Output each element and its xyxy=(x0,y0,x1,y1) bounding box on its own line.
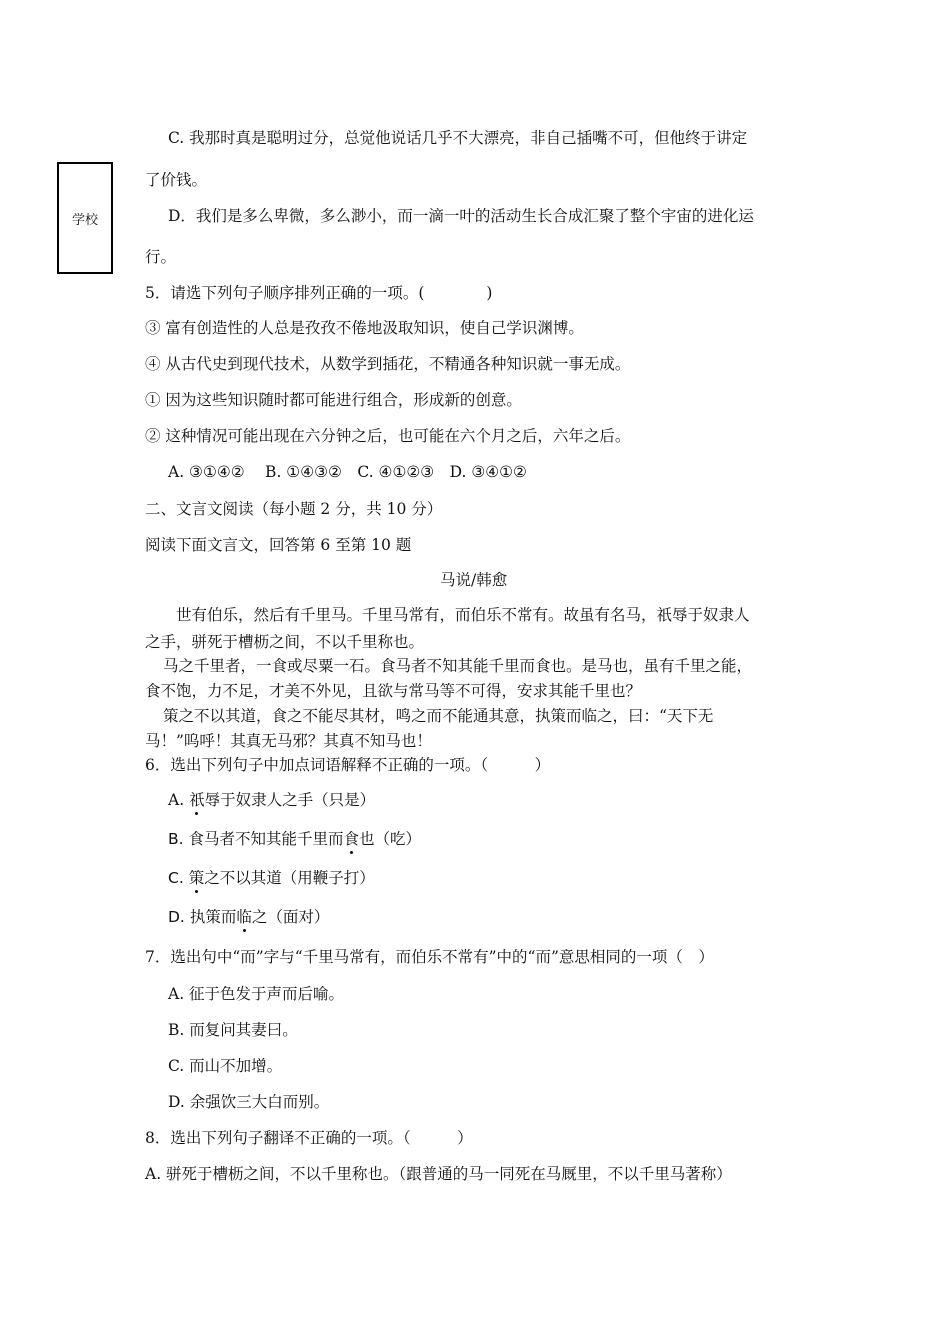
q7-option-c: C. 而山不加增。 xyxy=(168,1057,283,1075)
q7-stem: 7．选出句中“而”字与“千里马常有，而伯乐不常有”中的“而”意思相同的一项（ ） xyxy=(145,948,714,966)
q7-option-b: B. 而复问其妻曰。 xyxy=(168,1021,298,1039)
q6-option-c-post: 之不以其道（用鞭子打） xyxy=(204,869,375,887)
passage-p1-line1: 世有伯乐，然后有千里马。千里马常有，而伯乐不常有。故虽有名马，祇辱于奴隶人 xyxy=(176,606,750,624)
q6-option-b-pre: 食马者不知其能千里而 xyxy=(188,830,344,848)
passage-p3-line1: 策之不以其道，食之不能尽其材，鸣之而不能通其意，执策而临之，曰：“天下无 xyxy=(163,707,714,725)
q4-option-d-line2: 行。 xyxy=(145,248,177,266)
q6-option-d-post: 之（面对） xyxy=(251,908,330,926)
q6-option-a-dotted-word: 祇 xyxy=(189,791,205,809)
school-label-box xyxy=(57,162,113,274)
passage-title: 马说/韩愈 xyxy=(440,571,508,589)
q6-option-b-dotted-word: 食 xyxy=(343,830,360,848)
q8-stem: 8．选出下列句子翻译不正确的一项。（ ） xyxy=(145,1129,473,1147)
q6-option-a-letter: A. xyxy=(168,791,185,809)
q6-option-b-letter: B. xyxy=(168,830,184,848)
q6-option-c-dotted-word: 策 xyxy=(188,869,205,887)
q6-option-a xyxy=(168,790,375,810)
q6-stem: 6．选出下列句子中加点词语解释不正确的一项。（ ） xyxy=(145,756,551,774)
q8-option-a: A. 骈死于槽枥之间，不以千里称也。（跟普通的马一同死在马厩里，不以千里马著称） xyxy=(145,1165,732,1183)
q7-option-d: D. 余强饮三大白而别。 xyxy=(168,1093,330,1111)
q6-option-c xyxy=(168,868,375,888)
q6-option-c-letter: C. xyxy=(168,869,184,887)
q6-option-d-dotted-word: 临 xyxy=(236,908,252,926)
q6-option-b-post: 也（吃） xyxy=(359,830,422,848)
q5-sentence-1: ① 因为这些知识随时都可能进行组合，形成新的创意。 xyxy=(145,391,522,409)
q6-option-d-letter: D. xyxy=(168,908,185,926)
q6-option-a-post: 辱于奴隶人之手（只是） xyxy=(204,791,376,809)
passage-p2-line1: 马之千里者，一食或尽粟一石。食马者不知其能千里而食也。是马也，虽有千里之能， xyxy=(163,657,753,675)
q6-option-d-pre: 执策而 xyxy=(189,908,237,926)
q4-option-d-line1: D．我们是多么卑微，多么渺小，而一滴一叶的活动生长合成汇聚了整个宇宙的进化运 xyxy=(168,207,754,225)
q7-option-a: A. 征于色发于声而后喻。 xyxy=(168,985,345,1003)
q6-option-b xyxy=(168,829,421,849)
q5-sentence-4: ④ 从古代史到现代技术，从数学到插花，不精通各种知识就一事无成。 xyxy=(145,355,631,373)
q6-option-d xyxy=(168,907,329,927)
passage-p1-line2: 之手，骈死于槽枥之间，不以千里称也。 xyxy=(145,633,425,651)
q5-options: A. ③①④② B. ①④③② C. ④①②③ D. ③④①② xyxy=(168,463,527,481)
q5-stem: 5．请选下列句子顺序排列正确的一项。( ) xyxy=(145,284,493,302)
passage-p3-line2: 马！”呜呼！其真无马邪？其真不知马也！ xyxy=(145,732,432,750)
section2-instruction: 阅读下面文言文，回答第 6 至第 10 题 xyxy=(145,536,412,554)
section2-title: 二、文言文阅读（每小题 2 分，共 10 分） xyxy=(145,500,443,518)
q4-option-c-line1: C. 我那时真是聪明过分，总觉他说话几乎不大漂亮，非自己插嘴不可，但他终于讲定 xyxy=(168,129,748,147)
q5-sentence-2: ② 这种情况可能出现在六分钟之后，也可能在六个月之后，六年之后。 xyxy=(145,427,631,445)
q4-option-c-line2: 了价钱。 xyxy=(145,171,208,189)
q5-sentence-3: ③ 富有创造性的人总是孜孜不倦地汲取知识，使自己学识渊博。 xyxy=(145,319,584,337)
passage-p2-line2: 食不饱，力不足，才美不外见，且欲与常马等不可得，安求其能千里也？ xyxy=(145,682,642,700)
school-label: 学校 xyxy=(71,212,98,228)
